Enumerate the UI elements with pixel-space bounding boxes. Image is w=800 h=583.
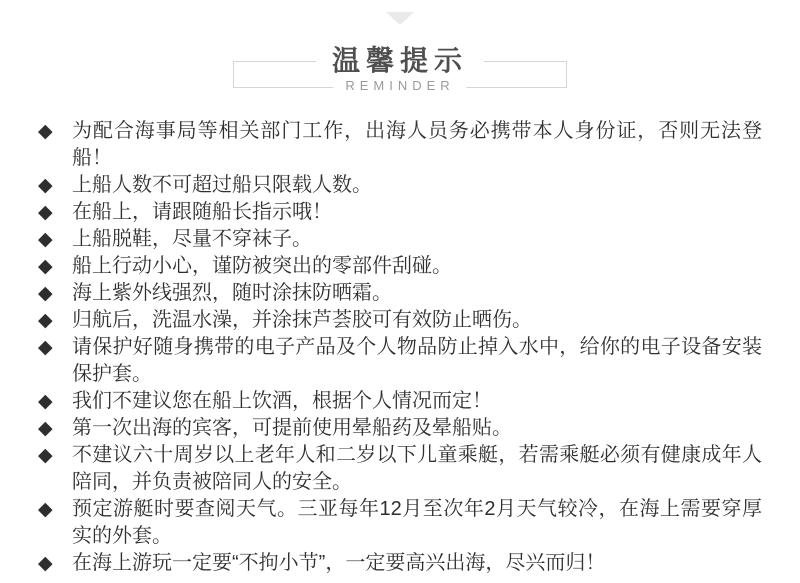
tip-item xyxy=(38,280,762,307)
tip-text: 我们不建议您在船上饮酒，根据个人情况而定！ xyxy=(72,390,492,412)
page-title: 温馨提示 xyxy=(316,45,484,77)
page-subtitle: REMINDER xyxy=(333,78,466,94)
tip-item xyxy=(38,199,762,226)
tip-item xyxy=(38,415,762,442)
diamond-bullet-icon: ◆ xyxy=(38,229,53,250)
tip-item xyxy=(38,253,762,280)
diamond-bullet-icon: ◆ xyxy=(38,310,53,331)
tip-text: 在海上游玩一定要“不拘小节”，一定要高兴出海，尽兴而归！ xyxy=(72,552,606,574)
tip-text: 请保护好随身携带的电子产品及个人物品防止掉入水中，给你的电子设备安装保护套。 xyxy=(72,336,762,385)
diamond-bullet-icon: ◆ xyxy=(38,121,53,142)
diamond-bullet-icon: ◆ xyxy=(38,256,53,277)
diamond-bullet-icon: ◆ xyxy=(38,553,53,574)
tip-text: 预定游艇时要查阅天气。三亚每年12月至次年2月天气较冷，在海上需要穿厚实的外套。 xyxy=(72,498,762,547)
tip-item xyxy=(38,226,762,253)
tip-item xyxy=(38,172,762,199)
diamond-bullet-icon: ◆ xyxy=(38,418,53,439)
diamond-bullet-icon: ◆ xyxy=(38,175,53,196)
tip-item xyxy=(38,307,762,334)
down-triangle-icon xyxy=(386,12,414,25)
tips-list xyxy=(38,118,762,577)
tip-item xyxy=(38,388,762,415)
tip-text: 不建议六十周岁以上老年人和二岁以下儿童乘艇，若需乘艇必须有健康成年人陪同，并负责被陪同人的安全。 xyxy=(72,444,762,493)
tip-text: 为配合海事局等相关部门工作，出海人员务必携带本人身份证，否则无法登船！ xyxy=(72,120,762,169)
tip-text: 上船脱鞋，尽量不穿袜子。 xyxy=(72,228,312,250)
page-header xyxy=(233,45,567,94)
tip-item xyxy=(38,118,762,172)
tip-item xyxy=(38,550,762,577)
tip-item xyxy=(38,334,762,388)
tip-text: 上船人数不可超过船只限载人数。 xyxy=(72,174,372,196)
tip-item xyxy=(38,496,762,550)
tip-item xyxy=(38,442,762,496)
diamond-bullet-icon: ◆ xyxy=(38,391,53,412)
tip-text: 海上紫外线强烈，随时涂抹防晒霜。 xyxy=(72,282,392,304)
tip-text: 船上行动小心，谨防被突出的零部件刮碰。 xyxy=(72,255,452,277)
tip-text: 归航后，洗温水澡，并涂抹芦荟胶可有效防止晒伤。 xyxy=(72,309,532,331)
diamond-bullet-icon: ◆ xyxy=(38,202,53,223)
diamond-bullet-icon: ◆ xyxy=(38,445,53,466)
diamond-bullet-icon: ◆ xyxy=(38,283,53,304)
diamond-bullet-icon: ◆ xyxy=(38,337,53,358)
tip-text: 第一次出海的宾客，可提前使用晕船药及晕船贴。 xyxy=(72,417,512,439)
diamond-bullet-icon: ◆ xyxy=(38,499,53,520)
tip-text: 在船上，请跟随船长指示哦！ xyxy=(72,201,332,223)
